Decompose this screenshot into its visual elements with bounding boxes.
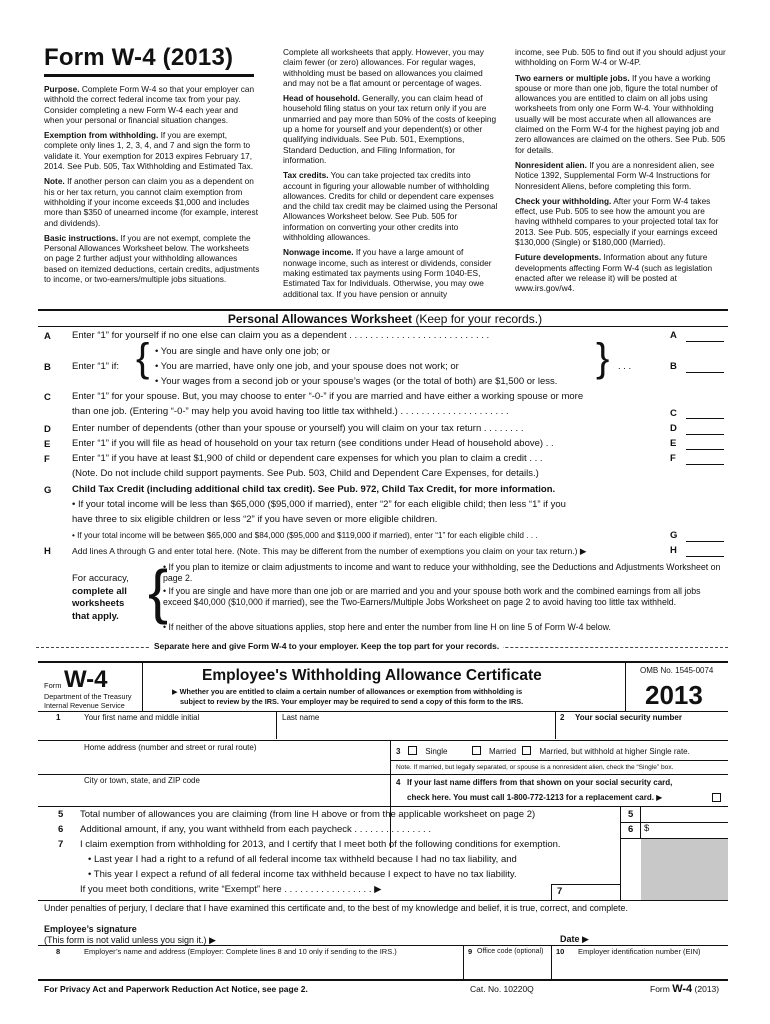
accuracy-label: For accuracy, complete all worksheets that apply. [72,573,129,622]
filing-status-row [408,746,690,756]
date-label: Date ▶ [560,934,589,944]
married-label: Married [488,747,517,756]
line-6-dollar: $ [644,823,650,834]
line-6-box-number: 6 [628,824,634,835]
last-name-label: Last name [282,713,320,722]
line-1-number: 1 [56,713,61,722]
city-label: City or town, state, and ZIP code [84,776,200,785]
title-rule [44,74,254,77]
single-checkbox[interactable] [408,746,417,755]
home-address-input[interactable] [84,754,384,768]
ssn-divider [555,711,556,739]
check-label: Check your withholding. [515,195,612,206]
left-brace: { [136,336,150,380]
hoh-text: Generally, you can claim head of household filing status on your tax return only if you are unmarried and pay more than 50% of the costs of keeping up a home for yourself and your dependent(s) or other qualifying individuals. See Pub. 501, Exemptions, Standard Deduction, and Filing Information, for information. [283,93,497,165]
line-10-number: 10 [556,947,565,956]
credits-label: Tax credits. [283,170,329,181]
line-8-label: Employer’s name and address (Employer: Complete lines 8 and 10 only if sending to the IRS.) [84,947,397,956]
line-9-label: Office code (optional) [477,948,544,955]
line-3-number: 3 [396,747,401,756]
line-b-opt2: • You are married, have only one job, and your spouse does not work; or [155,361,459,372]
line-4-number: 4 [396,778,401,787]
line-9-number: 9 [468,947,473,956]
line-5-box-rule [620,822,728,823]
last-name-divider [276,711,277,739]
line-g-text-4: • If your total income will be between $65,000 and $84,000 ($95,000 and $119,000 if married), enter “1” for each eligible child . . . [72,531,538,540]
signature-label: Employee’s signature [44,924,137,934]
line-4-text-2: check here. You must call 1-800-772-1213 for a replacement card. ▶ [407,793,663,802]
form-title: Form W-4 (2013) [44,44,234,71]
note-label: Note. [44,176,65,187]
cert-row6-top [38,945,728,946]
cert-irs: Internal Revenue Service [44,701,125,710]
date-input[interactable] [600,930,720,944]
line-letter-d: D [44,424,51,435]
two-earners-label: Two earners or multiple jobs. [515,72,630,83]
cert-subtitle-2: subject to review by the IRS. Your employer may be required to send a copy of this form to the IRS. [180,697,524,706]
basic-label: Basic instructions. [44,232,119,243]
credits-text: You can take projected tax credits into account in figuring your allowable number of withholding allowances. Credits for child or dependent care expenses and the child tax credit may be claimed using the Personal Allowances Worksheet below. See Pub. 505 for information on converting your other credits into withholding allowances. [283,170,498,243]
line-f-text-2: (Note. Do not include child support payments. See Pub. 503, Child and Dependent Care Expenses, for details.) [72,468,539,479]
line-e-text: Enter “1” if you will file as head of household on your tax return (see conditions under Head of household above) . . [72,438,554,449]
worksheet-title: Personal Allowances Worksheet (Keep for your records.) [227,312,543,326]
married-higher-label: Married, but withhold at higher Single rate. [539,747,690,756]
line-7-condition-1: • Last year I had a right to a refund of all federal income tax withheld because I had no tax liability, and [88,854,517,865]
line-b-box-letter: B [670,361,677,372]
hoh-label: Head of household. [283,93,360,104]
employer-name-input[interactable] [84,958,454,976]
line-f-entry[interactable] [686,464,724,465]
line-f-box-letter: F [670,453,676,464]
signature-note: (This form is not valid unless you sign it.) ▶ [44,935,216,945]
worksheet-top-rule [38,309,728,311]
line-d-box-letter: D [670,423,677,434]
line-letter-b: B [44,362,51,373]
line-10-label: Employer identification number (EIN) [578,947,701,956]
ssn-input[interactable] [575,724,725,738]
catalog-number: Cat. No. 10220Q [470,984,534,994]
line-b-opt1: • You are single and have only one job; or [155,346,330,357]
line-7-box-left [551,884,552,900]
line-3-note: Note. If married, but legally separated, or spouse is a nonresident alien, check the “Single” box. [396,764,674,771]
cert-dept: Department of the Treasury [44,692,132,701]
line-letter-c: C [44,392,51,403]
cert-row5-top [38,900,728,901]
line-e-box-letter: E [670,438,677,449]
nonwage-text: If you have a large amount of nonwage income, such as interest or dividends, consider making estimated tax payments using Form 1040-ES, Estimated Tax for Individuals. Otherwise, you may owe additional tax. If you have pension or annuity [283,247,492,299]
home-address-label: Home address (number and street or rural route) [84,743,257,752]
line-6-number: 6 [58,824,64,835]
purpose-label: Purpose. [44,84,80,94]
cert-bottom-rule [38,979,728,981]
privacy-notice: For Privacy Act and Paperwork Reduction Act Notice, see page 2. [44,984,308,994]
col2-intro: Complete all worksheets that apply. However, you may claim fewer (or zero) allowances. For regular wages, withholding must be based on allowances you claimed and may not be a flat amount or percentage of wages. [283,47,484,88]
line-letter-g: G [44,485,52,496]
line-c-text-2: than one job. (Entering “-0-” may help you avoid having too little tax withheld.) . . . . . . . . . . . . . . . . . . . . . [72,406,509,417]
instructions-column-3 [515,47,728,299]
office-code-input[interactable] [468,958,548,976]
line-7-number: 7 [58,839,64,850]
exemption-label: Exemption from withholding. [44,130,159,141]
line-5-input[interactable] [642,808,726,821]
line-5-box-number: 5 [628,809,634,820]
last-name-input[interactable] [282,724,552,738]
col3-intro: income, see Pub. 505 to find out if you should adjust your withholding on Form W-4 or W-4P. [515,47,726,68]
line-e-entry[interactable] [686,449,724,450]
exemption-text: If you are exempt, complete only lines 1, 2, 3, 4, and 7 and sign the form to validate it. Your exemption for 2013 expires February 17, 2014. See Pub. 505, Tax Withholding and Estimated Tax. [44,130,254,172]
line-c-text-1: Enter “1” for your spouse. But, you may choose to enter “-0-” if you are married and have either a working spouse or more [72,391,584,402]
line-c-box-letter: C [670,408,677,419]
form-year: 2013 [645,680,703,710]
signature-input[interactable] [240,930,540,944]
line-6-text: Additional amount, if any, you want withheld from each paycheck . . . . . . . . . . . . . . . [80,824,431,835]
cert-divider-1 [142,663,143,711]
line-8-number: 8 [56,947,61,956]
two-earners-text: If you have a working spouse or more than one job, figure the total number of allowances you are entitled to claim on all jobs using worksheets from only one Form W-4. Your withholding usually will be most accurate when all allowances are claimed on the Form W-4 for the highest paying job and zero allowances are claimed on the others. See Pub. 505 for details. [515,72,726,155]
line-c-entry[interactable] [686,418,724,419]
ein-divider [551,945,552,979]
worksheet-title-rule [38,326,728,327]
line-g-text-3: have three to six eligible children or less “2” if you have seven or more eligible children. [72,514,438,525]
line-g-text-2: • If your total income will be less than $65,000 ($95,000 if married), enter “2” for each eligible child; then less “1” if you [72,499,566,510]
shaded-area [641,839,728,900]
line-g-entry[interactable] [686,541,724,542]
line-7-condition-2: • This year I expect a refund of all federal income tax withheld because I expect to have no tax liability. [88,869,517,880]
line-g-box-letter: G [670,530,678,541]
line-b-entry[interactable] [686,372,724,373]
future-text: Information about any future developments affecting Form W-4 (such as legislation enacted after we release it) will be posted at www.irs.gov/w4. [515,252,713,294]
name-differs-checkbox[interactable] [712,793,721,802]
instructions-column-2 [283,47,498,304]
nra-text: If you are a nonresident alien, see Notice 1392, Supplemental Form W-4 Instructions for Nonresident Aliens, before completing this form. [515,159,715,191]
entry-col-divider-1 [620,806,621,900]
nra-label: Nonresident alien. [515,159,587,170]
line-b-dots: . . . [618,361,632,372]
line-2-number: 2 [560,713,565,722]
single-label: Single [425,747,448,756]
first-name-input[interactable] [84,724,274,738]
line-d-text: Enter number of dependents (other than your spouse or yourself) you will claim on your tax return . . . . . . . . [72,423,524,434]
line-6-input[interactable] [654,823,726,836]
future-label: Future developments. [515,252,602,263]
line-f-text-1: Enter “1” if you have at least $1,900 of child or dependent care expenses for which you plan to claim a credit . . . [72,453,543,464]
line-a-entry[interactable] [686,341,724,342]
exempt-input[interactable] [568,886,618,898]
cert-form-word: Form [44,681,62,690]
accuracy-item-1: • If you plan to itemize or claim adjustments to income and want to reduce your withholding, see the Deductions and Adjustments Worksheet on page 2. [163,562,721,583]
line-letter-f: F [44,454,50,465]
accuracy-item-3: • If neither of the above situations applies, stop here and enter the number from line H on line 5 of Form W-4 below. [163,622,611,632]
cert-subtitle-1: ▶ Whether you are entitled to claim a certain number of allowances or exemption from withholding is [172,687,523,696]
line-h-box-letter: H [670,545,677,556]
check-text: After your Form W-4 takes effect, use Pub. 505 to see how the amount you are having withheld compares to your projected total tax for 2013. See Pub. 505, especially if your earnings exceed $130,000 (Single) or $180,000 (Married). [515,195,719,248]
purpose-text: Complete Form W-4 so that your employer can withhold the correct federal income tax from your pay. Consider completing a new Form W-4 each year and when your personal or financial situation changes. [44,84,255,125]
right-brace: } [596,336,610,380]
cert-row1-top [38,711,728,712]
line-7-box-top [551,884,621,885]
line-3-inner-rule [390,760,728,761]
line-h-entry[interactable] [686,556,724,557]
ein-input[interactable] [556,958,724,976]
line-5-number: 5 [58,809,64,820]
office-code-divider [463,945,464,979]
line-4-text-1: If your last name differs from that shown on your social security card, [407,778,673,787]
line-b-lead: Enter “1” if: [72,361,119,372]
line-g-text-1: Child Tax Credit (including additional child tax credit). See Pub. 972, Child Tax Credit, for more information. [72,484,556,495]
line-a-box-letter: A [670,330,677,341]
separator-text: Separate here and give Form W-4 to your employer. Keep the top part for your records. [150,641,503,651]
married-higher-checkbox[interactable] [522,746,531,755]
cert-row4-top [38,806,728,807]
omb-number: OMB No. 1545-0074 [640,666,714,675]
cert-form-name: W-4 [64,666,108,693]
line-d-entry[interactable] [686,434,724,435]
married-checkbox[interactable] [472,746,481,755]
perjury-statement: Under penalties of perjury, I declare that I have examined this certificate and, to the best of my knowledge and belief, it is true, correct, and complete. [44,903,628,913]
line-a-text: Enter “1” for yourself if no one else can claim you as a dependent . . . . . . . . . . . . . . . . . . . . . . . . . . . [72,330,490,341]
note-text: If another person can claim you as a dependent on his or her tax return, you cannot claim exemption from withholding if your income exceeds $1,000 and includes more than $350 of unearned income (for example, interest and dividends). [44,176,258,228]
cert-row3-top [38,774,728,775]
line-letter-e: E [44,439,51,450]
line-7-exempt-text: If you meet both conditions, write “Exempt” here . . . . . . . . . . . . . . . . . ▶ [80,884,382,895]
line-letter-h: H [44,546,51,557]
footer-form-id: Form W-4 (2013) [650,983,720,995]
accuracy-item-2: • If you are single and have more than one job or are married and you and your spouse both work and the combined earnings from all jobs exceed $40,000 ($10,000 if married), see the Two-Earners/Multiple Jobs Worksheet on page 2 to avoid having too little tax withheld. [163,586,701,607]
accuracy-brace: { [148,558,169,625]
cert-divider-2 [625,663,626,711]
cert-row2-top [38,740,728,741]
nonwage-label: Nonwage income. [283,247,354,258]
line-7-box-number: 7 [557,886,563,897]
line-h-text: Add lines A through G and enter total here. (Note. This may be different from the number of exemptions you claim on your tax return.) ▶ [72,546,587,556]
line-7-text: I claim exemption from withholding for 2013, and I certify that I meet both of the following conditions for exemption. [80,839,561,850]
line-letter-a: A [44,331,51,342]
basic-text: If you are not exempt, complete the Personal Allowances Worksheet below. The worksheets on page 2 further adjust your withholding allowances based on itemized deductions, certain credits, adjustments to income, or two-earners/multiple jobs situations. [44,232,260,285]
city-input[interactable] [84,788,384,802]
instructions-column-1 [44,84,260,289]
line-1-label: Your first name and middle initial [84,713,200,722]
line-5-text: Total number of allowances you are claiming (from line H above or from the applicable worksheet on page 2) [80,809,536,820]
line-b-opt3: • Your wages from a second job or your spouse’s wages (or the total of both) are $1,500 or less. [155,376,558,387]
line-2-label: Your social security number [575,713,682,722]
cert-title: Employee's Withholding Allowance Certificate [202,667,542,684]
